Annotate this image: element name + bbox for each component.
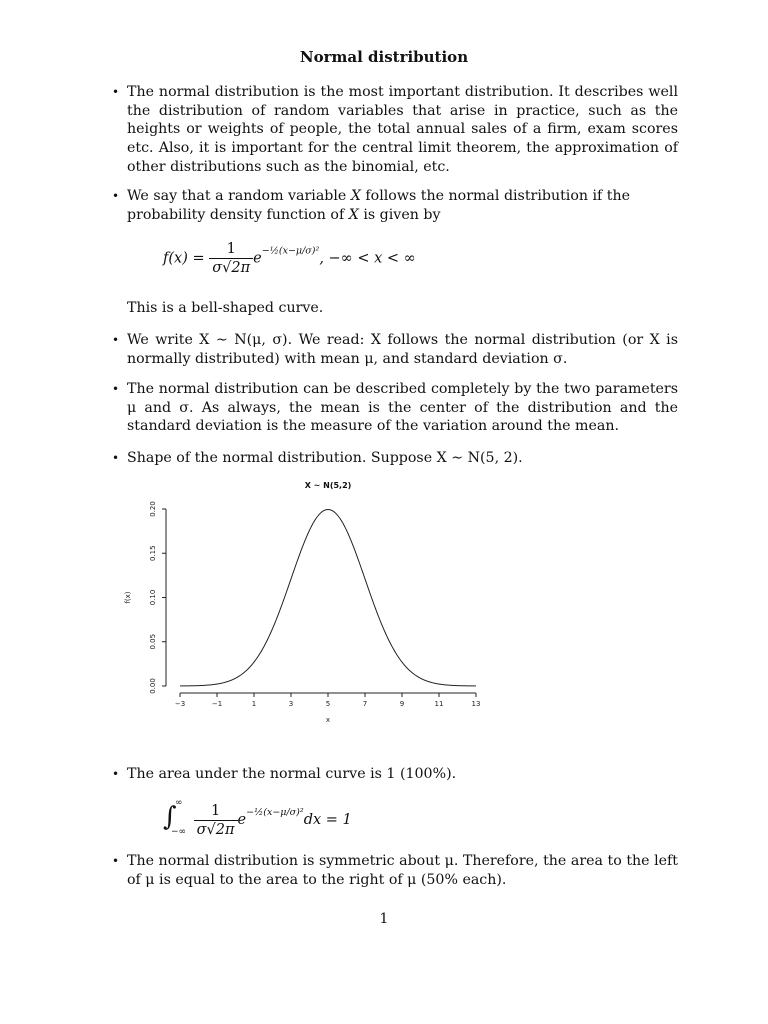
chart-axes [124,501,480,724]
bullet-marker: • [112,451,120,465]
x-tick-label: 1 [251,700,257,708]
x-tick-label: −1 [211,700,223,708]
y-tick-label: 0.05 [149,633,157,650]
bullet-marker: • [112,85,120,99]
x-tick-label: 5 [325,700,331,708]
bullet-marker: • [112,333,120,347]
y-axis-label: f(x) [124,591,132,604]
x-axis-label: x [325,716,331,724]
x-tick-label: 13 [471,700,481,708]
bullet-1-text: The normal distribution is the most important distribution. It describes well the distribution of random variables that arise in practice, such as the heights or weights of people, the total annual sales of a firm, exam scores etc. Also, it is important for the central limit theorem, the approximation of other distributions such as the binomial, etc. [127,84,678,175]
bullet-marker: • [112,767,120,781]
bullet-marker: • [112,382,120,396]
bullet-3-text: We write X ∼ N(μ, σ). We read: X follows the normal distribution (or X is normally distributed) with mean μ, and standard deviation σ. [127,332,678,367]
bullet-5-text: Shape of the normal distribution. Suppose X ∼ N(5, 2). [127,450,523,466]
area-fraction: $\frac{1}{\sigma√2\pi}$ [194,802,238,839]
area-equation: ∫ ∞ −∞ $\frac{1}{\sigma√2\pi}$ $e^{-\frac{1}{2}(x-\mu/\sigma)^2}dx = 1$ [163,800,352,840]
page-number: 1 [379,911,389,927]
y-tick-label: 0.00 [149,678,157,694]
y-tick-label: 0.20 [149,501,157,517]
bullet-marker: • [112,189,120,203]
x-tick-label: −3 [174,700,186,708]
bullet-7-text: The normal distribution is symmetric about μ. Therefore, the area to the left of μ is equal to the area to the right of μ (50% each). [127,853,678,888]
x-tick-label: 9 [399,700,405,708]
bell-note: This is a bell-shaped curve. [127,300,324,316]
density-curve [180,509,476,685]
x-tick-label: 11 [434,700,444,708]
bullet-2-text: We say that a random variable X follows the normal distribution if the probability density function of X is given by [127,188,631,223]
y-tick-label: 0.15 [149,545,157,562]
bullet-marker: • [112,854,120,868]
pdf-equation: f(x) = $\frac{1}{\sigma√2\pi}$ $e^{-\frac{1}{2}(x-\mu/\sigma)^2}$, −∞ < x < ∞ [163,241,416,276]
integral-sign: ∫ ∞ −∞ [163,798,187,837]
x-tick-label: 7 [362,700,368,708]
pdf-fraction: $\frac{1}{\sigma√2\pi}$ [209,240,253,277]
bullet-6-text: The area under the normal curve is 1 (100%). [127,766,457,782]
page-title: Normal distribution [299,48,469,66]
y-tick-label: 0.10 [149,589,157,606]
bullet-4-text: The normal distribution can be described completely by the two parameters μ and σ. As always, the mean is the center of the distribution and the standard deviation is the measure of the variation around the mean. [127,381,678,435]
x-tick-label: 3 [288,700,294,708]
chart-title: X ~ N(5,2) [304,481,352,490]
